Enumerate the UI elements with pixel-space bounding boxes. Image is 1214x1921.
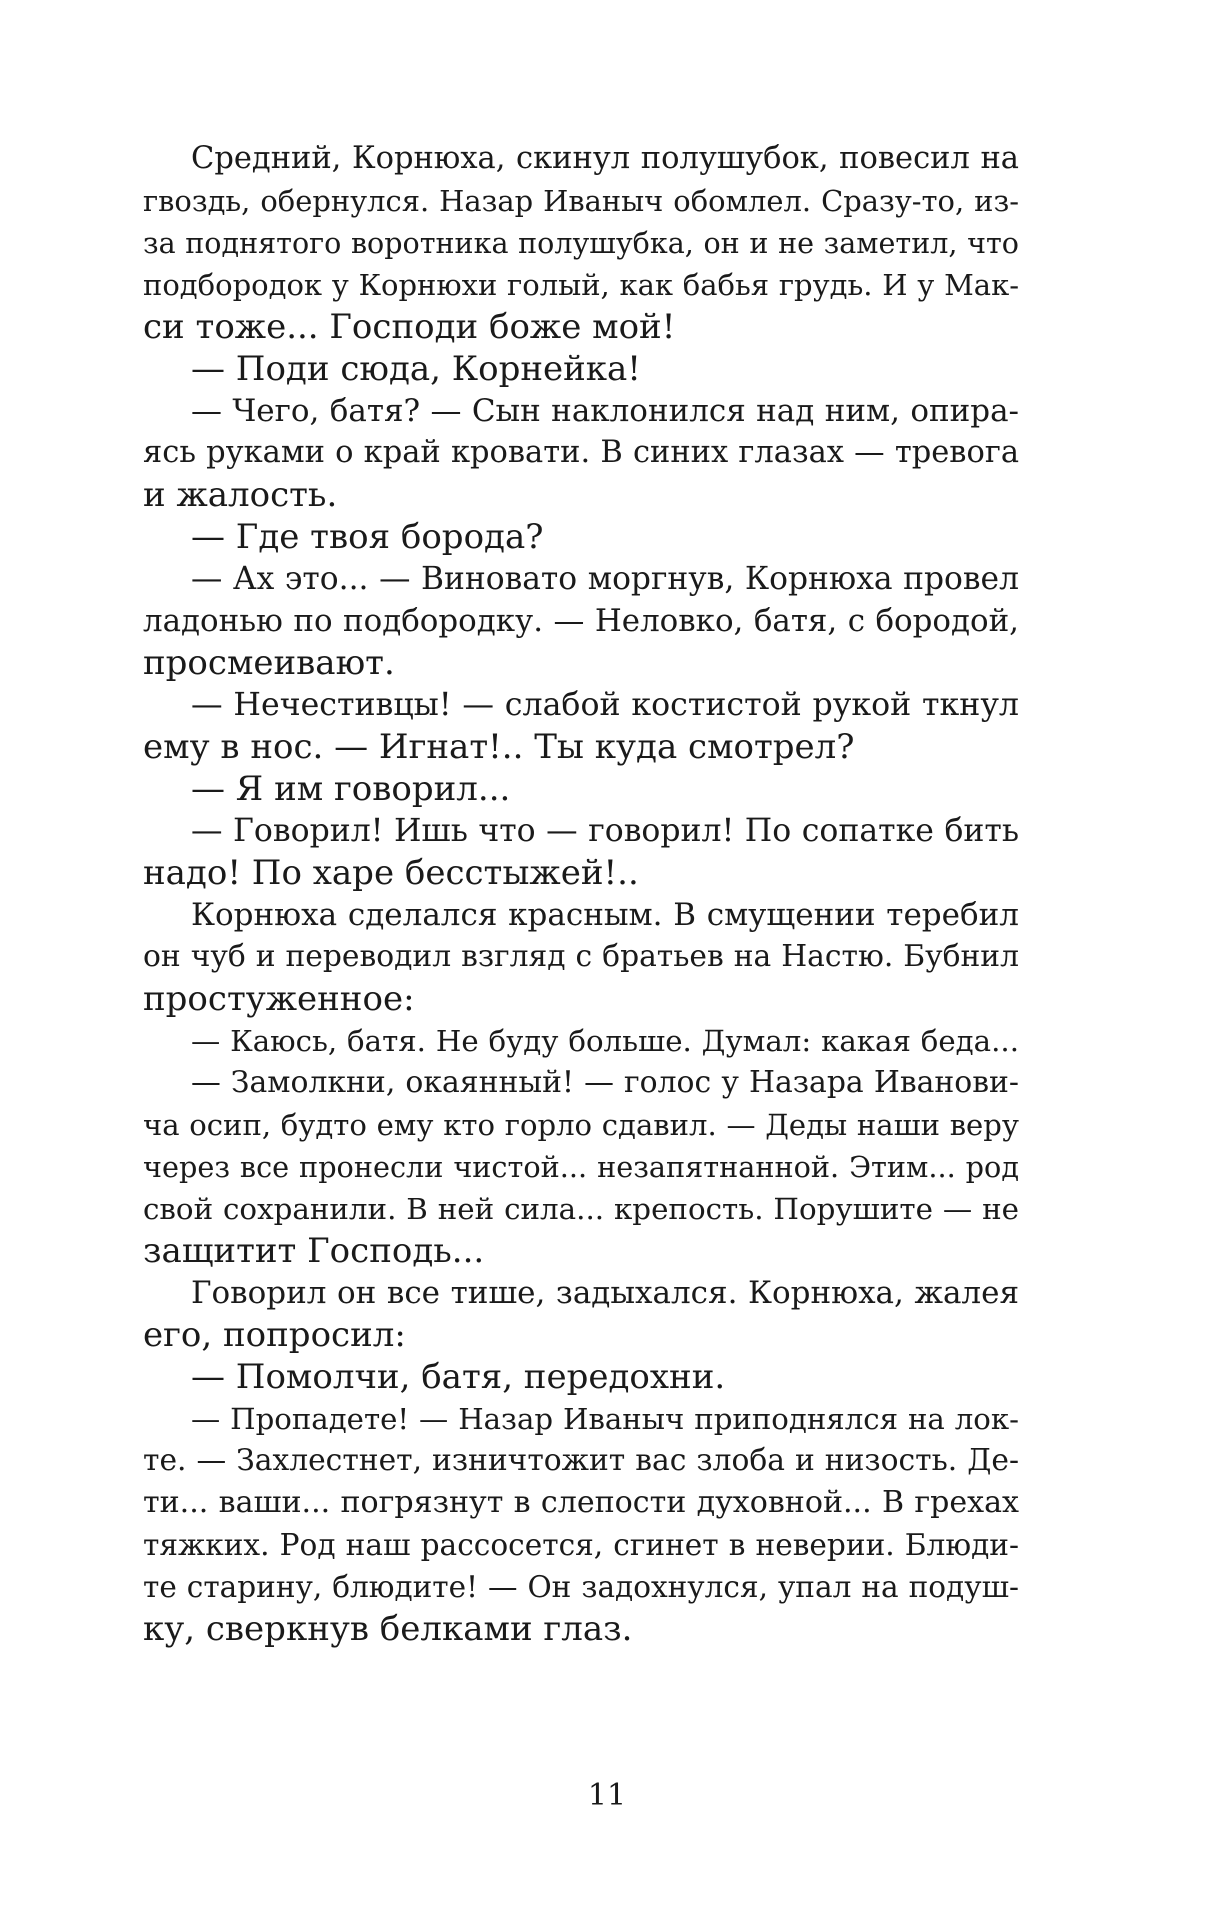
text-line: ладонью по подбородку. — Неловко, батя, с бородой,	[143, 603, 1019, 639]
text-line: надо! По харе бесстыжей!..	[143, 853, 639, 893]
text-line: его, попросил:	[143, 1315, 406, 1355]
text-line: свой сохранили. В ней сила... крепость. Порушите — не	[143, 1192, 1019, 1226]
text-line: подбородок у Корнюхи голый, как бабья грудь. И у Мак-	[143, 268, 1019, 302]
text-line: Средний, Корнюха, скинул полушубок, повесил на	[191, 141, 1019, 176]
text-line: защитит Господь...	[143, 1231, 485, 1271]
text-line: — Ах это... — Виновато моргнув, Корнюха провел	[191, 561, 1019, 597]
text-line: — Чего, батя? — Сын наклонился над ним, опира-	[191, 393, 1019, 429]
text-line: простуженное:	[143, 979, 415, 1019]
text-line: — Нечестивцы! — слабой костистой рукой ткнул	[191, 687, 1019, 723]
text-line: — Поди сюда, Корнейка!	[191, 349, 641, 389]
text-line: — Я им говорил...	[191, 769, 511, 809]
text-line: ку, сверкнув белками глаз.	[143, 1609, 633, 1649]
text-line: просмеивают.	[143, 643, 395, 683]
text-line: ча осип, будто ему кто горло сдавил. — Деды наши веру	[143, 1108, 1019, 1142]
text-line: те. — Захлестнет, изничтожит вас злоба и низость. Де-	[143, 1443, 1019, 1478]
text-line: — Помолчи, батя, передохни.	[191, 1357, 726, 1397]
text-line: — Где твоя борода?	[191, 517, 544, 557]
text-line: те старину, блюдите! — Он задохнулся, упал на подуш-	[143, 1570, 1019, 1604]
text-line: ему в нос. — Игнат!.. Ты куда смотрел?	[143, 727, 855, 767]
text-line: гвоздь, обернулся. Назар Иваныч обомлел. Сразу-то, из-	[143, 184, 1019, 218]
text-line: ясь руками о край кровати. В синих глазах — тревога	[143, 435, 1019, 470]
page-number: 11	[587, 1778, 627, 1813]
text-line: Корнюха сделался красным. В смущении теребил	[191, 897, 1019, 933]
text-line: ти... ваши... погрязнут в слепости духовной... В грехах	[143, 1485, 1019, 1520]
text-line: — Говорил! Ишь что — говорил! По сопатке бить	[191, 813, 1019, 849]
text-line: за поднятого воротника полушубка, он и не заметил, что	[143, 226, 1019, 260]
text-line: си тоже... Господи боже мой!	[143, 307, 676, 347]
text-line: тяжких. Род наш рассосется, сгинет в неверии. Блюди-	[143, 1528, 1019, 1562]
text-line: через все пронесли чистой... незапятнанной. Этим... род	[143, 1150, 1019, 1184]
text-line: — Каюсь, батя. Не буду больше. Думал: какая беда...	[191, 1024, 1019, 1058]
text-line: и жалость.	[143, 475, 338, 515]
body-text	[143, 138, 1019, 1650]
text-line: он чуб и переводил взгляд с братьев на Настю. Бубнил	[143, 939, 1019, 974]
text-line: — Замолкни, окаянный! — голос у Назара Иванови-	[191, 1065, 1019, 1100]
text-line: — Пропадете! — Назар Иваныч приподнялся на лок-	[191, 1402, 1019, 1436]
text-line: Говорил он все тише, задыхался. Корнюха, жалея	[191, 1275, 1019, 1311]
